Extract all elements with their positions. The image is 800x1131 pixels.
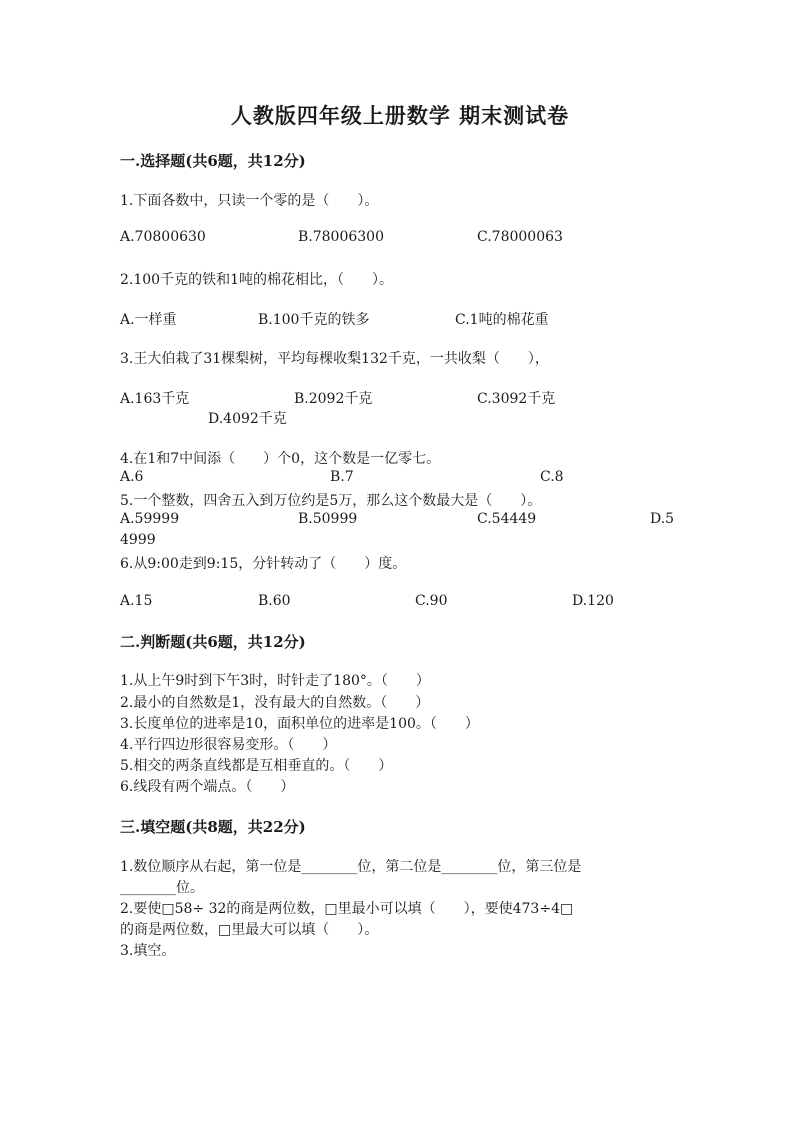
option-b: B.2092千克: [294, 391, 373, 407]
question-stem: 1.从上午9时到下午3时，时针走了180°。（ ）: [120, 673, 430, 689]
question-stem: 5.一个整数，四舍五入到万位约是5万，那么这个数最大是（ ）。: [120, 493, 542, 509]
question-stem: 6.从9:00走到9:15，分针转动了（ ）度。: [120, 556, 407, 572]
question-stem: 1.下面各数中，只读一个零的是（ ）。: [120, 193, 379, 209]
option-b: B.100千克的铁多: [258, 312, 370, 328]
question-stem: 5.相交的两条直线都是互相垂直的。（ ）: [120, 758, 393, 774]
option-c: C.3092千克: [477, 391, 556, 407]
option-a: A.163千克: [120, 391, 190, 407]
option-d: D.120: [572, 593, 614, 609]
option-a: A.59999: [120, 511, 180, 527]
question-stem: 3.长度单位的进率是10，面积单位的进率是100。（ ）: [120, 716, 479, 732]
question-stem: 2.最小的自然数是1，没有最大的自然数。（ ）: [120, 695, 430, 711]
option-c: C.54449: [477, 511, 537, 527]
question-stem: 1.数位顺序从右起，第一位是________位，第二位是________位，第三位是: [120, 859, 582, 875]
option-b: B.60: [258, 593, 291, 609]
option-c: C.8: [540, 469, 564, 485]
question-stem: 6.线段有两个端点。（ ）: [120, 779, 295, 795]
option-a: A.一样重: [120, 312, 177, 328]
question-stem: 3.填空。: [120, 943, 176, 959]
question-stem: 4.在1和7中间添（ ）个0，这个数是一亿零七。: [120, 451, 441, 467]
question-stem: 3.王大伯栽了31棵梨树，平均每棵收梨132千克，一共收梨（ ），: [120, 351, 549, 367]
option-c: C.78000063: [477, 229, 563, 245]
option-b: B.50999: [298, 511, 358, 527]
option-a: A.70800630: [120, 229, 206, 245]
question-stem: 2.要使□58÷ 32的商是两位数，□里最小可以填（ ），要使473÷4□: [120, 901, 574, 917]
option-d: D.4092千克: [208, 411, 287, 427]
section-heading-choice: 一.选择题(共6题，共12分): [120, 152, 306, 170]
option-a: A.15: [120, 593, 153, 609]
option-b: B.7: [330, 469, 354, 485]
option-d: D.5: [650, 511, 675, 527]
option-b: B.78006300: [298, 229, 384, 245]
section-heading-judge: 二.判断题(共6题，共12分): [120, 633, 306, 651]
question-stem: 4.平行四边形很容易变形。（ ）: [120, 737, 337, 753]
option-c: C.90: [415, 593, 448, 609]
page-title: 人教版四年级上册数学 期末测试卷: [230, 103, 570, 128]
question-stem-cont: 的商是两位数，□里最大可以填（ ）。: [120, 922, 379, 938]
option-c: C.1吨的棉花重: [455, 312, 549, 328]
question-stem-cont: ________位。: [120, 880, 204, 896]
option-a: A.6: [120, 469, 144, 485]
option-d-wrap: 4999: [120, 532, 156, 548]
section-heading-fill: 三.填空题(共8题，共22分): [120, 818, 306, 836]
question-stem: 2.100千克的铁和1吨的棉花相比，（ ）。: [120, 272, 393, 288]
